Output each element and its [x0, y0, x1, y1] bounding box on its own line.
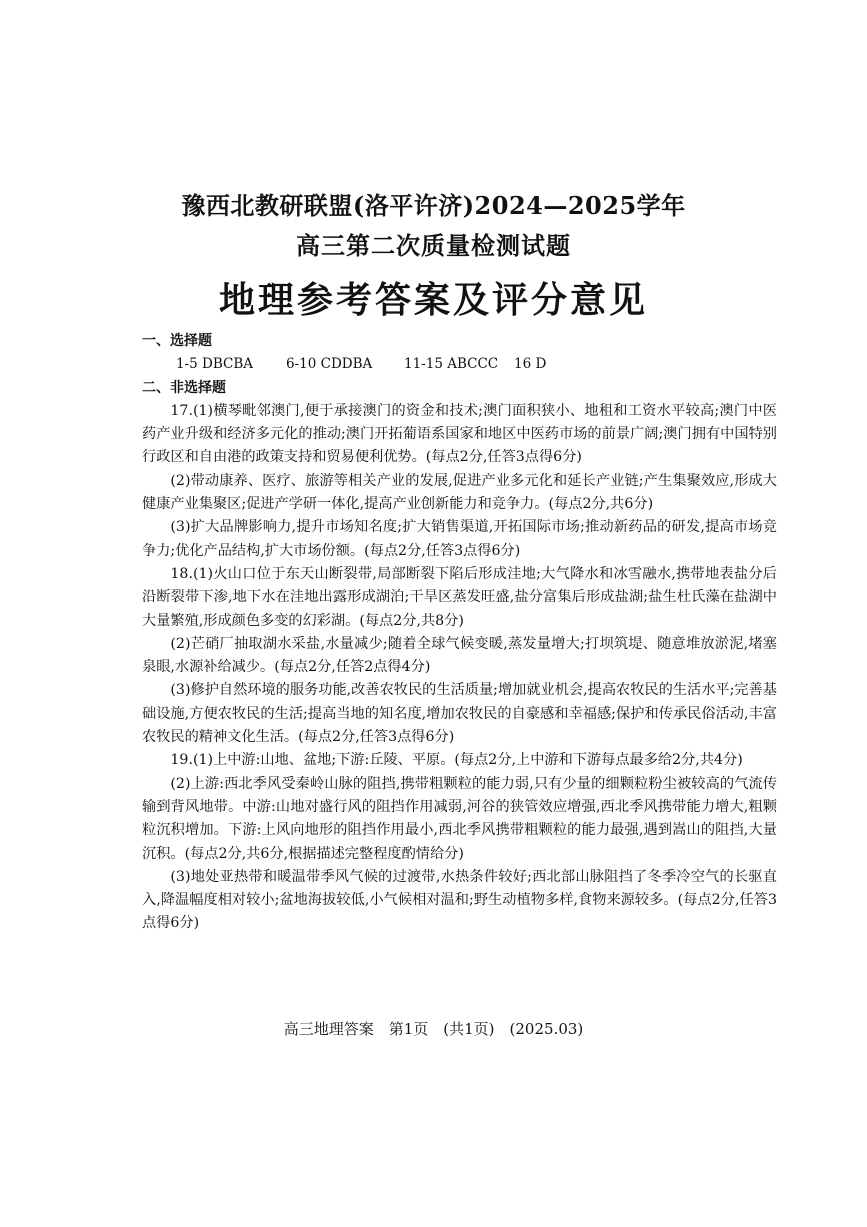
- answer-paragraph: (3)地处亚热带和暖温带季风气候的过渡带,水热条件较好;西北部山脉阻挡了冬季冷空气的长驱直入,降温幅度相对较小;盆地海拔较低,小气候相对温和;野生动植物多样,食物来源较多。(每点2分,任答3点得6分): [142, 868, 777, 932]
- answer-paragraph: (2)上游:西北季风受秦岭山脉的阻挡,携带粗颗粒的能力弱,只有少量的细颗粒粉尘被较高的气流传输到背风地带。中游:山地对盛行风的阻挡作用减弱,河谷的狭管效应增强,西北季风携带能力增大,粗颗粒沉积增加。下游:上风向地形的阻挡作用最小,西北季风携带粗颗粒的能力最强,遇到嵩山的阻挡,大量沉积。(每点2分,共6分,根据描述完整程度酌情给分): [142, 775, 777, 862]
- answer-group: 1-5 DBCBA: [176, 356, 254, 373]
- answer-group: 16 D: [514, 356, 547, 373]
- answer-paragraph: (3)修护自然环境的服务功能,改善农牧民的生活质量;增加就业机会,提高农牧民的生活水平;完善基础设施,方便农牧民的生活;提高当地的知名度,增加农牧民的自豪感和幸福感;保护和传承民俗活动,丰富农牧民的精神文化生活。(每点2分,任答3点得6分): [142, 682, 777, 746]
- page-footer: 高三地理答案 第1页 (共1页) (2025.03): [283, 1020, 584, 1038]
- answer-paragraph: (3)扩大品牌影响力,提升市场知名度;扩大销售渠道,开拓国际市场;推动新药品的研发,提高市场竞争力;优化产品结构,扩大市场份额。(每点2分,任答3点得6分): [142, 519, 777, 559]
- answer-paragraph: (2)带动康养、医疗、旅游等相关产业的发展,促进产业多元化和延长产业链;产生集聚效应,形成大健康产业集聚区;促进产学研一体化,提高产业创新能力和竞争力。(每点2分,共6分): [142, 472, 777, 513]
- header-line-2: 高三第二次质量检测试题: [296, 231, 571, 260]
- answer-paragraph: 17.(1)横琴毗邻澳门,便于承接澳门的资金和技术;澳门面积狭小、地租和工资水平较高;澳门中医药产业升级和经济多元化的推动;澳门开拓葡语系国家和地区中医药市场的前景广阔;澳门拥有中国特别行政区和自由港的政策支持和贸易便利优势。(每点2分,任答3点得6分): [142, 402, 777, 466]
- answer-group: 11-15 ABCCC: [404, 356, 499, 373]
- answer-group: 6-10 CDDBA: [286, 356, 373, 373]
- header-line-1: 豫西北教研联盟(洛平许济)2024—2025学年: [181, 191, 686, 220]
- section-heading-nonchoice: 二、非选择题: [142, 379, 226, 396]
- choice-answers: [142, 353, 777, 376]
- page-title: 地理参考答案及评分意见: [218, 279, 648, 321]
- answer-paragraph: 19.(1)上中游:山地、盆地;下游:丘陵、平原。(每点2分,上中游和下游每点最多给2分,共4分): [170, 752, 743, 769]
- section-heading-choice: 一、选择题: [142, 333, 212, 349]
- answer-paragraph: (2)芒硝厂抽取湖水采盐,水量减少;随着全球气候变暖,蒸发量增大;打坝筑堤、随意堆放淤泥,堵塞泉眼,水源补给减少。(每点2分,任答2点得4分): [142, 635, 777, 676]
- answer-paragraph: 18.(1)火山口位于东天山断裂带,局部断裂下陷后形成洼地;大气降水和冰雪融水,携带地表盐分后沿断裂带下渗,地下水在洼地出露形成湖泊;干旱区蒸发旺盛,盐分富集后形成盐湖;盐生杜氏藻在盐湖中大量繁殖,形成颜色多变的幻彩湖。(每点2分,共8分): [142, 565, 777, 629]
- answer-content: [142, 330, 777, 936]
